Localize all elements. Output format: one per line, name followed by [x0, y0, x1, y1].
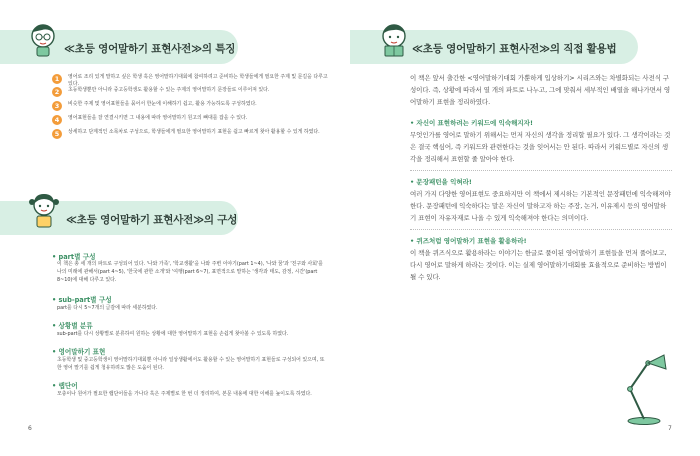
feature-number-badge: 3	[52, 101, 62, 111]
tip-body-keyword: 무엇인가를 영어로 말하기 위해서는 먼저 자신의 생각을 정리할 필요가 있다. 그 생각이라는 것은 결국 핵심어, 즉 키워드와 관련한다는 것을 잊어서는 안 된다. 따라서 키워드별로 자신의 생각을 정리해서 표현할 줄 알아야 한다.	[410, 131, 671, 163]
feature-number-badge: 4	[52, 115, 62, 125]
section-heading-expression: • 영어말하기 표현	[52, 348, 106, 356]
section-body-situation: sub-part를 다시 상황별로 분류하여 원하는 상황에 대한 영어말하기 표현을 손쉽게 찾아볼 수 있도록 하였다.	[57, 331, 289, 337]
mascot-boy-icon	[28, 22, 58, 62]
feature-number-badge: 5	[52, 129, 62, 139]
section-heading-situation: • 상황별 분류	[52, 322, 93, 330]
tip-heading-keyword: • 자신이 표현하려는 키워드에 익숙해지자!	[410, 119, 533, 127]
page-number-left: 6	[28, 425, 32, 432]
usage-title: ≪초등 영어말하기 표현사전≫의 직접 활용법	[412, 43, 617, 55]
feature-item-5	[52, 129, 332, 139]
feature-item-1	[52, 74, 332, 88]
feature-number-badge: 1	[52, 74, 62, 84]
mascot-reader-icon	[379, 22, 409, 62]
features-title: ≪초등 영어말하기 표현사전≫의 특징	[64, 43, 236, 55]
feature-item-2	[52, 87, 332, 97]
tip-heading-quiz: • 퀴즈처럼 영어말하기 표현을 활용하라!	[410, 237, 527, 245]
section-heading-vocab: • 랩단어	[52, 382, 78, 390]
usage-intro: 이 책은 앞서 출간한 <영어말하기대회 가뿐하게 입상하기> 시리즈와는 차별화되는 사전식 구성이다. 즉, 상황에 따라서 열 개의 파트로 나누고, 그에 맞춰서 세부적인 배열을 해나가면서 영어말하기 표현을 정리하였다.	[410, 74, 671, 106]
section-heading-part: • part별 구성	[52, 253, 96, 261]
section-body-part: 이 책은 총 세 개의 파트로 구성되어 있다. '나와 가족', '학교생활'을 나와 주변 이야기(part 1~4), '나와 꿈'과 '친구와 사회'를 나의 미래에 관해서(part 4~5), '한국에 관한 소개'와 '여행(part 6~7), 표면적으로 말하는 '생각과 태도, 감정, 시간'(part 8~10)에 대해 다루고 있다.	[57, 261, 323, 283]
section-body-vocab: 모층이나 원어가 필요한 랩단어들을 가나다 혹은 주제별로 한 번 더 정리하여, 본문 내용에 대한 이해를 높이도록 하였다.	[57, 391, 312, 397]
tip-body-pattern: 여러 가지 다양한 영어표현도 중요하지만 이 책에서 제시하는 기본적인 문장패턴에 익숙해져야 한다. 문장패턴에 익숙하다는 말은 자신이 말하고자 하는 주장, 논거, 이유제시 등의 영어말하기 표현이 자유자재로 나올 수 있게 익숙해져야 한다는 의미이다.	[410, 190, 671, 222]
desk-lamp-icon	[600, 347, 670, 431]
section-body-subpart: part를 다시 5~7개의 글감에 따라 세분하였다.	[57, 305, 158, 311]
divider	[410, 229, 672, 230]
tip-heading-pattern: • 문장패턴을 익혀라!	[410, 178, 472, 186]
feature-item-4	[52, 115, 332, 125]
feature-text: 초등학생뿐만 아니라 중고등학생도 활용할 수 있는 주제의 영어말하기 문장들로 이루어져 있다.	[68, 87, 270, 93]
section-body-expression: 초등학생 및 중고등학생이 영어말하기대회뿐 아니라 일상생활에서도 활용할 수 있는 영어말하기 표현들로 구성되어 있으며, 또한 영어 말기를 쉽게 청유하려도 많은 도움이 된다.	[57, 357, 325, 371]
feature-number-badge: 2	[52, 87, 62, 97]
section-heading-subpart: • sub-part별 구성	[52, 296, 112, 304]
structure-title: ≪초등 영어말하기 표현사전≫의 구성	[66, 214, 238, 226]
feature-text: 영어표현들을 잘 연결시키면 그 내용에 따라 영어말하기 원고의 뼈대를 잡을 수 있다.	[68, 115, 248, 121]
feature-text: 영어로 조리 있게 말하고 싶은 학생 혹은 영어말하기대회에 참여하려고 준비하는 학생들에게 필요한 주제 및 문길을 다루고 있다.	[68, 74, 328, 87]
feature-item-3	[52, 101, 332, 111]
page-number-right: 7	[668, 425, 672, 432]
feature-text: 상세하고 단계적인 소목차로 구성으로, 학생들에게 필요한 영어말하기 표현을 쉽고 빠르게 찾아 활용할 수 있게 하였다.	[68, 129, 320, 135]
tip-body-quiz: 이 책을 퀴즈식으로 활용하라는 이야기는 한글로 풀이된 영어말하기 표현들을 먼저 풀어보고, 다시 영어로 말하게 하라는 것이다. 이는 실제 영어말하기대회를 효율적으로 준비하는 방법이 될 수 있다.	[410, 249, 667, 281]
feature-text: 비슷한 주제 및 영어표현들을 묶어서 한눈에 이해하기 쉽고, 활용 가능하도록 구성하였다.	[68, 101, 257, 107]
mascot-girl-icon	[28, 190, 60, 234]
divider	[410, 170, 672, 171]
